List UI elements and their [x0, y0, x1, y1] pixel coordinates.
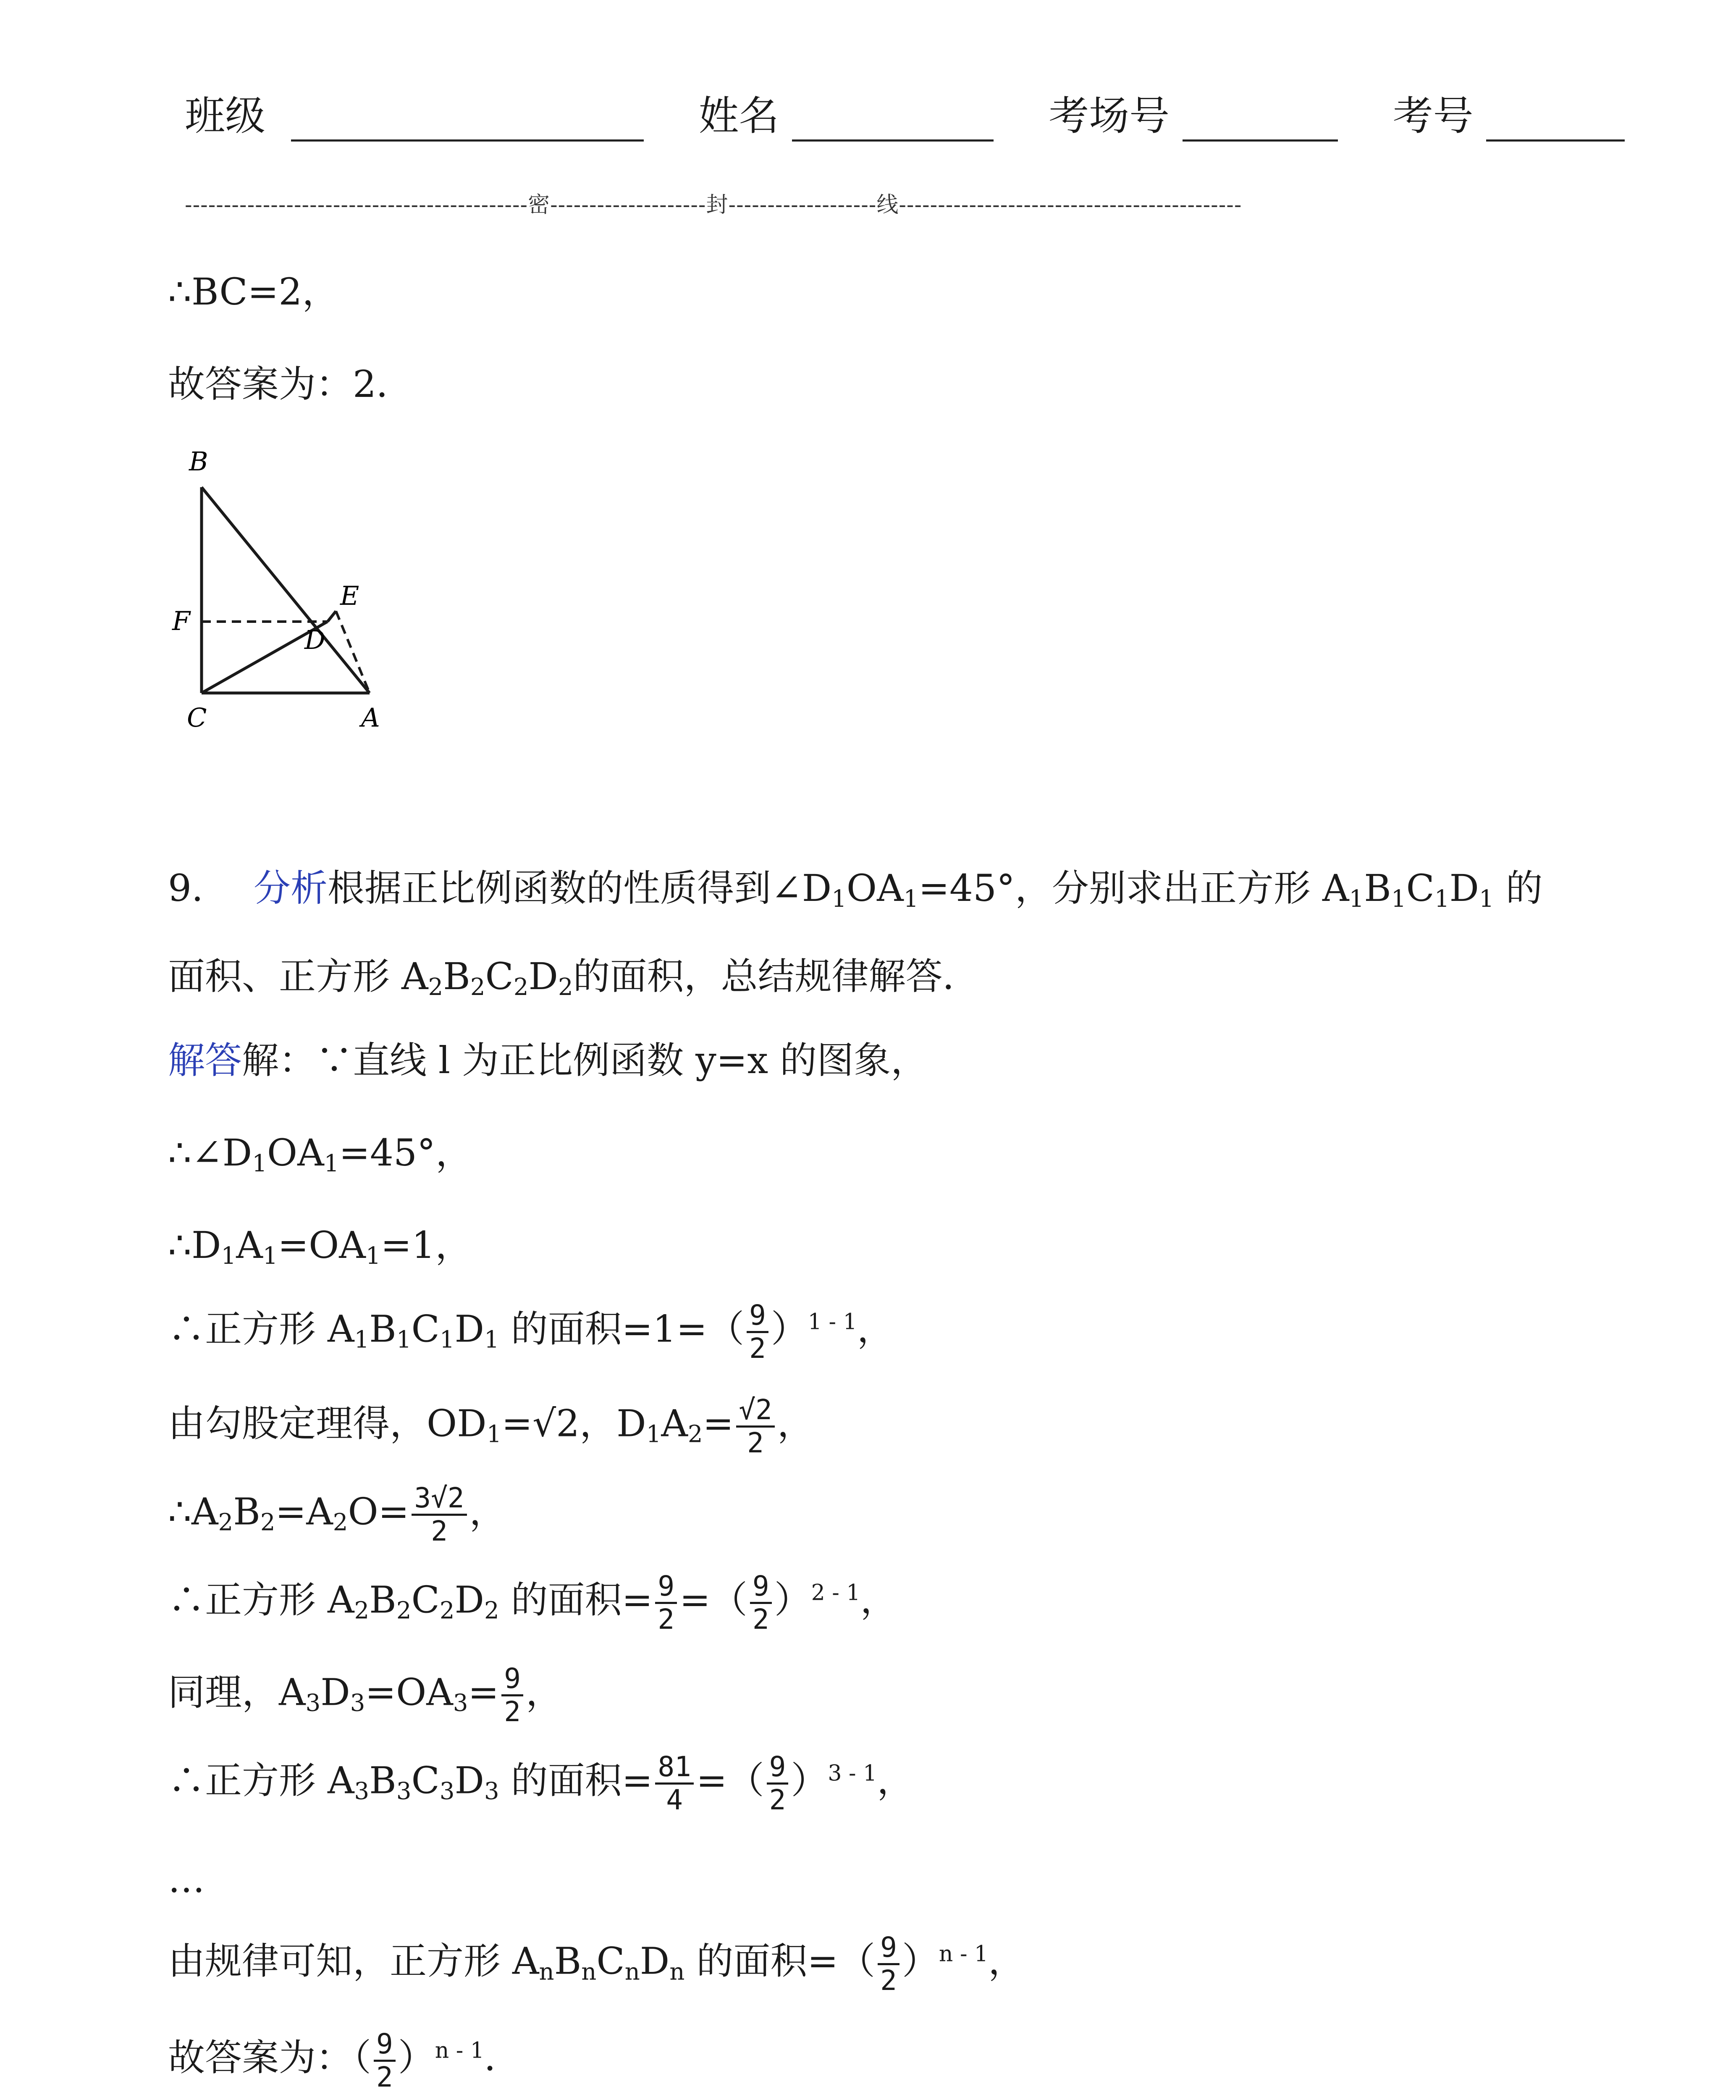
sol-d1a1-line: $\therefore D_1A_1=OA_1=1$， [168, 1223, 472, 1270]
label-a: A [361, 702, 380, 733]
fraction-3sqrt2-2: $\frac{3√2}{2}$ [412, 1483, 467, 1547]
prev-line-1: ∴BC=2， [168, 270, 339, 313]
name-blank [792, 106, 994, 142]
sol-a2b2-line: $\therefore A_2B_2=A_2O=$ $\frac{3√2}{2}$ ， [168, 1482, 506, 1547]
label-c: C [187, 702, 207, 733]
sol-rule-line: 由规律可知，正方形 $A_nB_nC_nD_n$ 的面积=（ $\frac{9}{2}$ ）$^{n - 1}$， [168, 1931, 1025, 1997]
fraction-9-2: $\frac{9}{2}$ [747, 1300, 768, 1364]
seal-line: --------------------------------------------密--------------------封-------------------线-------------------------------------------- [185, 192, 1242, 218]
label-d: D [304, 625, 325, 655]
label-b: B [189, 446, 208, 477]
sol-same-line: 同理，$A_3D_3=OA_3=$ $\frac{9}{2}$ ， [168, 1662, 563, 1728]
sol-ellipsis: … [168, 1858, 205, 1901]
name-label: 姓名 [698, 92, 779, 139]
q9-analysis-line-1: 9. 分析根据正比例函数的性质得到$\angle D_1OA_1=45^\circ$，分别求出正方形 $A_1B_1C_1D_1$ 的 [168, 866, 1543, 913]
room-label: 考场号 [1049, 92, 1170, 139]
solution-tag: 解答 [168, 1039, 242, 1082]
segment-ea-dashed [336, 611, 370, 693]
prev-line-2: 故答案为：2． [168, 362, 413, 406]
fraction-81-4: $\frac{81}{4}$ [655, 1751, 693, 1816]
analysis-tag: 分析 [253, 866, 328, 910]
q9-solution-intro: 解答解：∵直线 l 为正比例函数 y=x 的图象， [168, 1039, 928, 1082]
number-label: 考号 [1392, 92, 1474, 139]
number-blank [1486, 106, 1625, 142]
sol-answer-line: 故答案为：（ $\frac{9}{2}$ ）$^{n - 1}$． [168, 2028, 521, 2093]
sol-pythag-line: 由勾股定理得，$OD_1=√2$，$D_1A_2=$ $\frac{√2}{2}$ ， [168, 1394, 814, 1459]
segment-de [328, 611, 336, 622]
fraction-sqrt2-2: $\frac{√2}{2}$ [736, 1394, 774, 1459]
triangle-figure [164, 441, 399, 735]
sol-area1-line: ∴正方形 $A_1B_1C_1D_1$ 的面积=1=（ $\frac{9}{2}$ ）$^{1 - 1}$， [168, 1299, 894, 1365]
header-row [185, 84, 1625, 142]
q9-number: 9. [168, 866, 203, 910]
q9-analysis-line-2: 面积、正方形 $A_2B_2C_2D_2$的面积，总结规律解答． [168, 955, 980, 1001]
sol-area2-line: ∴正方形 $A_2B_2C_2D_2$ 的面积= $\frac{9}{2}$ =（ $\frac{9}{2}$ ）$^{2 - 1}$， [168, 1570, 897, 1635]
class-blank [291, 106, 644, 142]
class-label: 班级 [185, 92, 265, 139]
label-f: F [172, 606, 191, 636]
sol-area3-line: ∴正方形 $A_3B_3C_3D_3$ 的面积= $\frac{81}{4}$ =（ $\frac{9}{2}$ ）$^{3 - 1}$， [168, 1751, 914, 1816]
room-blank [1183, 106, 1338, 142]
label-e: E [340, 580, 359, 611]
sol-angle-line: $\therefore\angle D_1OA_1=45^\circ$， [168, 1131, 472, 1177]
